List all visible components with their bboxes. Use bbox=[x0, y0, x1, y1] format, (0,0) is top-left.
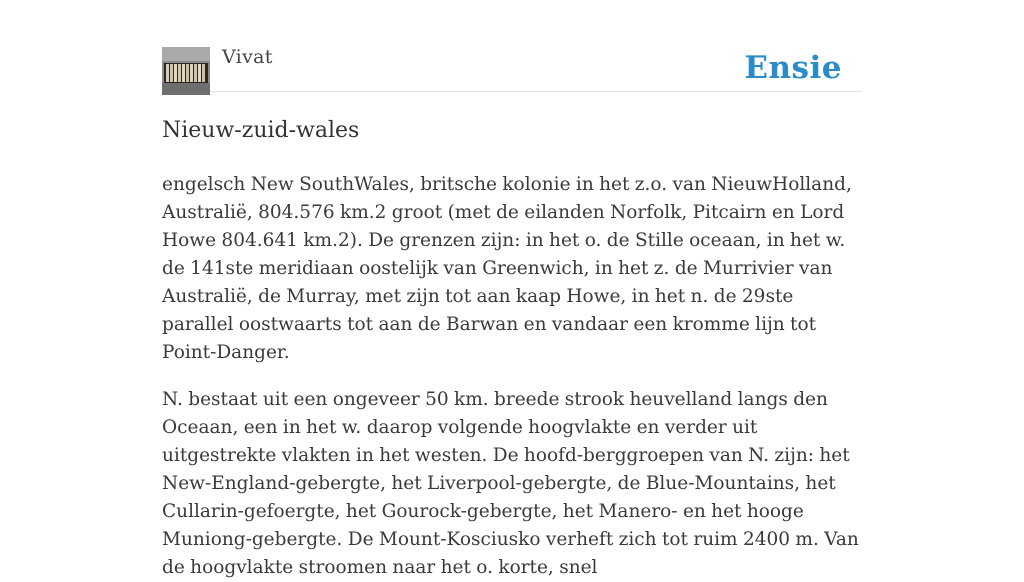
book-spines-icon bbox=[162, 47, 210, 95]
ensie-logo[interactable]: Ensie bbox=[744, 50, 842, 86]
source-header bbox=[162, 0, 862, 92]
source-name[interactable]: Vivat bbox=[222, 46, 273, 68]
article-paragraph-1: engelsch New SouthWales, britsche kolonie in het z.o. van NieuwHolland, Australië, 804.576 km.2 groot (met de eilanden Norfolk, Pitcairn en Lord Howe 804.641 km.2). De grenzen zijn: in het o. de Stille oceaan, in het w. de 141ste meridiaan oostelijk van Greenwich, in het z. de Murrivier van Australië, de Murray, met zijn tot aan kaap Howe, in het n. de 29ste parallel oostwaarts tot aan de Barwan en vandaar een kromme lijn tot Point-Danger. bbox=[162, 174, 852, 363]
article-title: Nieuw-zuid-wales bbox=[162, 118, 360, 143]
source-avatar[interactable] bbox=[162, 47, 210, 95]
article-paragraph-2: N. bestaat uit een ongeveer 50 km. breede strook heuvelland langs den Oceaan, een in het w. daarop volgende hoogvlakte en verder uit uitgestrekte vlakten in het westen. De hoofd-berggroepen van N. zijn: het New-England-gebergte, het Liverpool-gebergte, de Blue-Mountains, het Cullarin-gefoergte, het Gourock-gebergte, het Manero- en het hooge Muniong-gebergte. De Mount-Kosciusko verheft zich tot ruim 2400 m. Van de hoogvlakte stroomen naar het o. korte, snel bbox=[162, 389, 859, 578]
article-page bbox=[162, 0, 862, 578]
